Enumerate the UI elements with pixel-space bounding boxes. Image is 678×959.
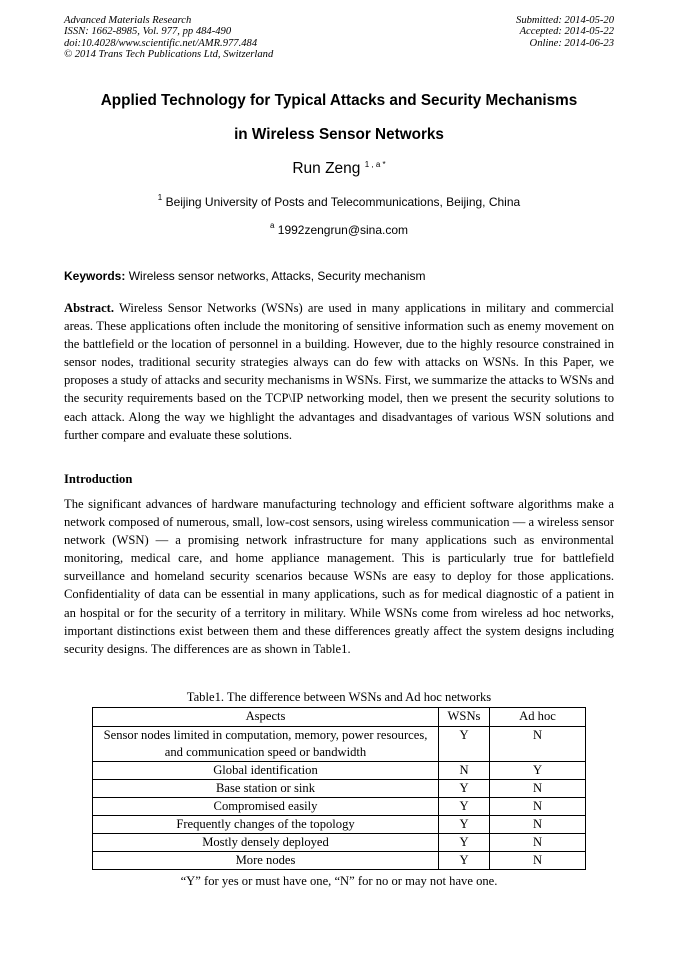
table-header-row	[93, 708, 586, 727]
wsns-cell: N	[439, 762, 490, 780]
abstract	[64, 299, 614, 444]
aspect-cell: More nodes	[93, 852, 439, 870]
table-row	[93, 727, 586, 762]
adhoc-cell: N	[490, 798, 586, 816]
adhoc-cell: N	[490, 816, 586, 834]
adhoc-cell: N	[490, 834, 586, 852]
table-caption: Table1. The difference between WSNs and Ad hoc networks	[186, 690, 492, 704]
journal-doi: doi:10.4028/www.scientific.net/AMR.977.484	[64, 37, 258, 49]
wsns-cell: Y	[439, 834, 490, 852]
adhoc-cell: Y	[490, 762, 586, 780]
aspect-cell: Mostly densely deployed	[93, 834, 439, 852]
table-note: “Y” for yes or must have one, “N” for no or may not have one.	[180, 874, 498, 888]
email-mark: a	[269, 221, 275, 230]
wsns-cell: Y	[439, 727, 490, 762]
wsns-cell: Y	[439, 816, 490, 834]
table-row	[93, 780, 586, 798]
wsns-cell: Y	[439, 852, 490, 870]
header-wsns: WSNs	[439, 708, 490, 727]
author-name: Run Zeng	[292, 160, 361, 177]
author	[0, 160, 678, 178]
wsns-cell: Y	[439, 780, 490, 798]
adhoc-cell: N	[490, 727, 586, 762]
aspect-cell: Base station or sink	[93, 780, 439, 798]
header-adhoc: Ad hoc	[490, 708, 586, 727]
affiliation-text: Beijing University of Posts and Telecommunications, Beijing, China	[165, 195, 521, 209]
wsns-cell: Y	[439, 798, 490, 816]
journal-copyright: © 2014 Trans Tech Publications Ltd, Switzerland	[64, 48, 274, 60]
keywords-label: Keywords:	[64, 269, 126, 283]
email	[0, 221, 678, 237]
aspect-cell: Sensor nodes limited in computation, memory, power resources, and communication speed or bandwidth	[93, 727, 439, 762]
adhoc-cell: N	[490, 852, 586, 870]
journal-header	[64, 15, 273, 60]
affiliation	[0, 193, 678, 209]
abstract-text: Wireless Sensor Networks (WSNs) are used in many applications in military and commercial areas. These applications often include the monitoring of sensitive information such as enemy movement on the battlefield or the location of personnel in a building. However, due to the highly resource constrained in sensor nodes, traditional security strategies always can do few with attacks on WSNs. In this Paper, we proposes a study of attacks and security mechanisms in WSNs. First, we summarize the attacks to WSNs and the security requirements based on the TCP\IP networking model, then we present the security solutions to each attack. Along the way we highlight the advantages and disadvantages of various WSN solutions and further compare and evaluate these solutions.	[64, 301, 614, 442]
abstract-label: Abstract.	[64, 301, 115, 315]
email-text: 1992zengrun@sina.com	[277, 223, 409, 237]
aspect-cell: Frequently changes of the topology	[93, 816, 439, 834]
keywords	[64, 269, 425, 283]
table-row	[93, 816, 586, 834]
header-aspects: Aspects	[93, 708, 439, 727]
paper-title-line1: Applied Technology for Typical Attacks and Security Mechanisms	[100, 92, 578, 109]
dates-header	[516, 15, 614, 49]
accepted-date: Accepted: 2014-05-22	[519, 26, 614, 38]
journal-name: Advanced Materials Research	[64, 15, 192, 26]
aspect-cell: Compromised easily	[93, 798, 439, 816]
journal-issn: ISSN: 1662-8985, Vol. 977, pp 484-490	[64, 26, 232, 38]
aspect-cell: Global identification	[93, 762, 439, 780]
paper-title-line2: in Wireless Sensor Networks	[234, 126, 444, 143]
comparison-table	[92, 707, 586, 870]
table-row	[93, 834, 586, 852]
table-row	[93, 798, 586, 816]
table-row	[93, 852, 586, 870]
submitted-date: Submitted: 2014-05-20	[516, 15, 614, 26]
author-marks: 1 , a *	[364, 160, 386, 169]
introduction-text: The significant advances of hardware manufacturing technology and efficient software algorithms make a network composed of numerous, small, low-cost sensors, using wireless communication — a wireless sensor network (WSN) — a promising network infrastructure for many applications such as environmental monitoring, medical care, and home appliance management. This is particularly true for battlefield surveillance and homeland security scenarios because WSNs are easy to deploy for those applications. Confidentiality of data can be essential in many applications, such as for medical diagnostic of a patient in an hospital or for the security of a territory in military. While WSNs come from wireless ad hoc networks, important distinctions exist between them and these differences greatly affect the system designs including security designs. The differences are as shown in Table1.	[64, 497, 614, 656]
introduction-heading: Introduction	[64, 472, 133, 486]
table-row	[93, 762, 586, 780]
keywords-text: Wireless sensor networks, Attacks, Security mechanism	[128, 269, 426, 283]
affiliation-mark: 1	[157, 193, 163, 202]
adhoc-cell: N	[490, 780, 586, 798]
online-date: Online: 2014-06-23	[529, 37, 614, 49]
